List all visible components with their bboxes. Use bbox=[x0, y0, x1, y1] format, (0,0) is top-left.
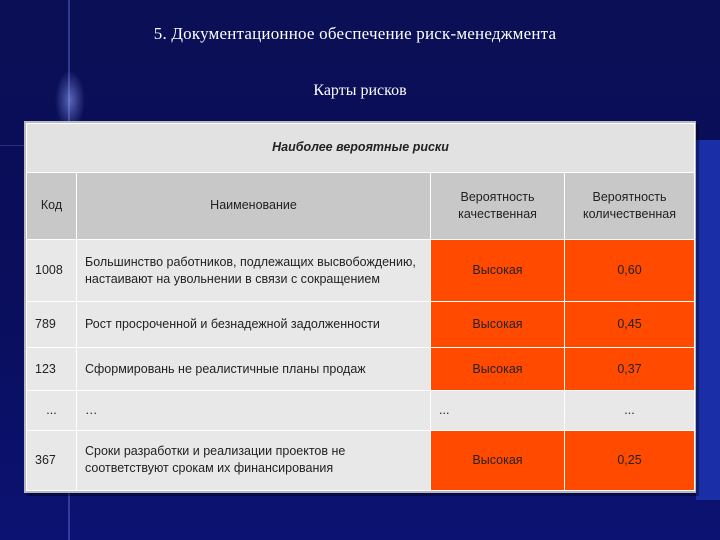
slide-title: 5. Документационное обеспечение риск-менеджмента bbox=[153, 24, 557, 43]
header-quantitative: Вероятность количественная bbox=[565, 172, 695, 239]
cell-name: Большинство работников, подлежащих высвобождению, настаивают на увольнении в связи с сокращением bbox=[77, 240, 431, 302]
table-caption-row bbox=[27, 124, 695, 173]
cell-name: Сроки разработки и реализации проектов не соответствуют срокам их финансирования bbox=[77, 430, 431, 490]
table-row bbox=[27, 347, 695, 391]
header-qualitative: Вероятность качественная bbox=[431, 172, 565, 239]
table-row bbox=[27, 240, 695, 302]
cell-qualitative: Высокая bbox=[431, 430, 565, 490]
header-code: Код bbox=[27, 172, 77, 239]
cell-code: 1008 bbox=[27, 240, 77, 302]
table-header-row bbox=[27, 172, 695, 239]
cell-name: Сформировань не реалистичные планы продаж bbox=[77, 347, 431, 391]
table-row bbox=[27, 302, 695, 348]
cell-quantitative: 0,25 bbox=[565, 430, 695, 490]
cell-qualitative: Высокая bbox=[431, 302, 565, 348]
table-row bbox=[27, 391, 695, 430]
cell-qualitative: ... bbox=[431, 391, 565, 430]
cell-quantitative: ... bbox=[565, 391, 695, 430]
cell-code: 123 bbox=[27, 347, 77, 391]
cell-quantitative: 0,60 bbox=[565, 240, 695, 302]
cell-name: … bbox=[77, 391, 431, 430]
cell-code: 789 bbox=[27, 302, 77, 348]
background-side-block bbox=[696, 140, 720, 500]
cell-code: 367 bbox=[27, 430, 77, 490]
cell-quantitative: 0,45 bbox=[565, 302, 695, 348]
cell-qualitative: Высокая bbox=[431, 347, 565, 391]
cell-name: Рост просроченной и безнадежной задолженности bbox=[77, 302, 431, 348]
header-name: Наименование bbox=[77, 172, 431, 239]
table-row bbox=[27, 430, 695, 490]
cell-quantitative: 0,37 bbox=[565, 347, 695, 391]
slide-subtitle: Карты рисков bbox=[313, 82, 407, 99]
cell-code: ... bbox=[27, 391, 77, 430]
risk-table-frame bbox=[24, 121, 696, 493]
risk-table bbox=[26, 123, 695, 491]
table-caption: Наиболее вероятные риски bbox=[27, 124, 695, 173]
cell-qualitative: Высокая bbox=[431, 240, 565, 302]
